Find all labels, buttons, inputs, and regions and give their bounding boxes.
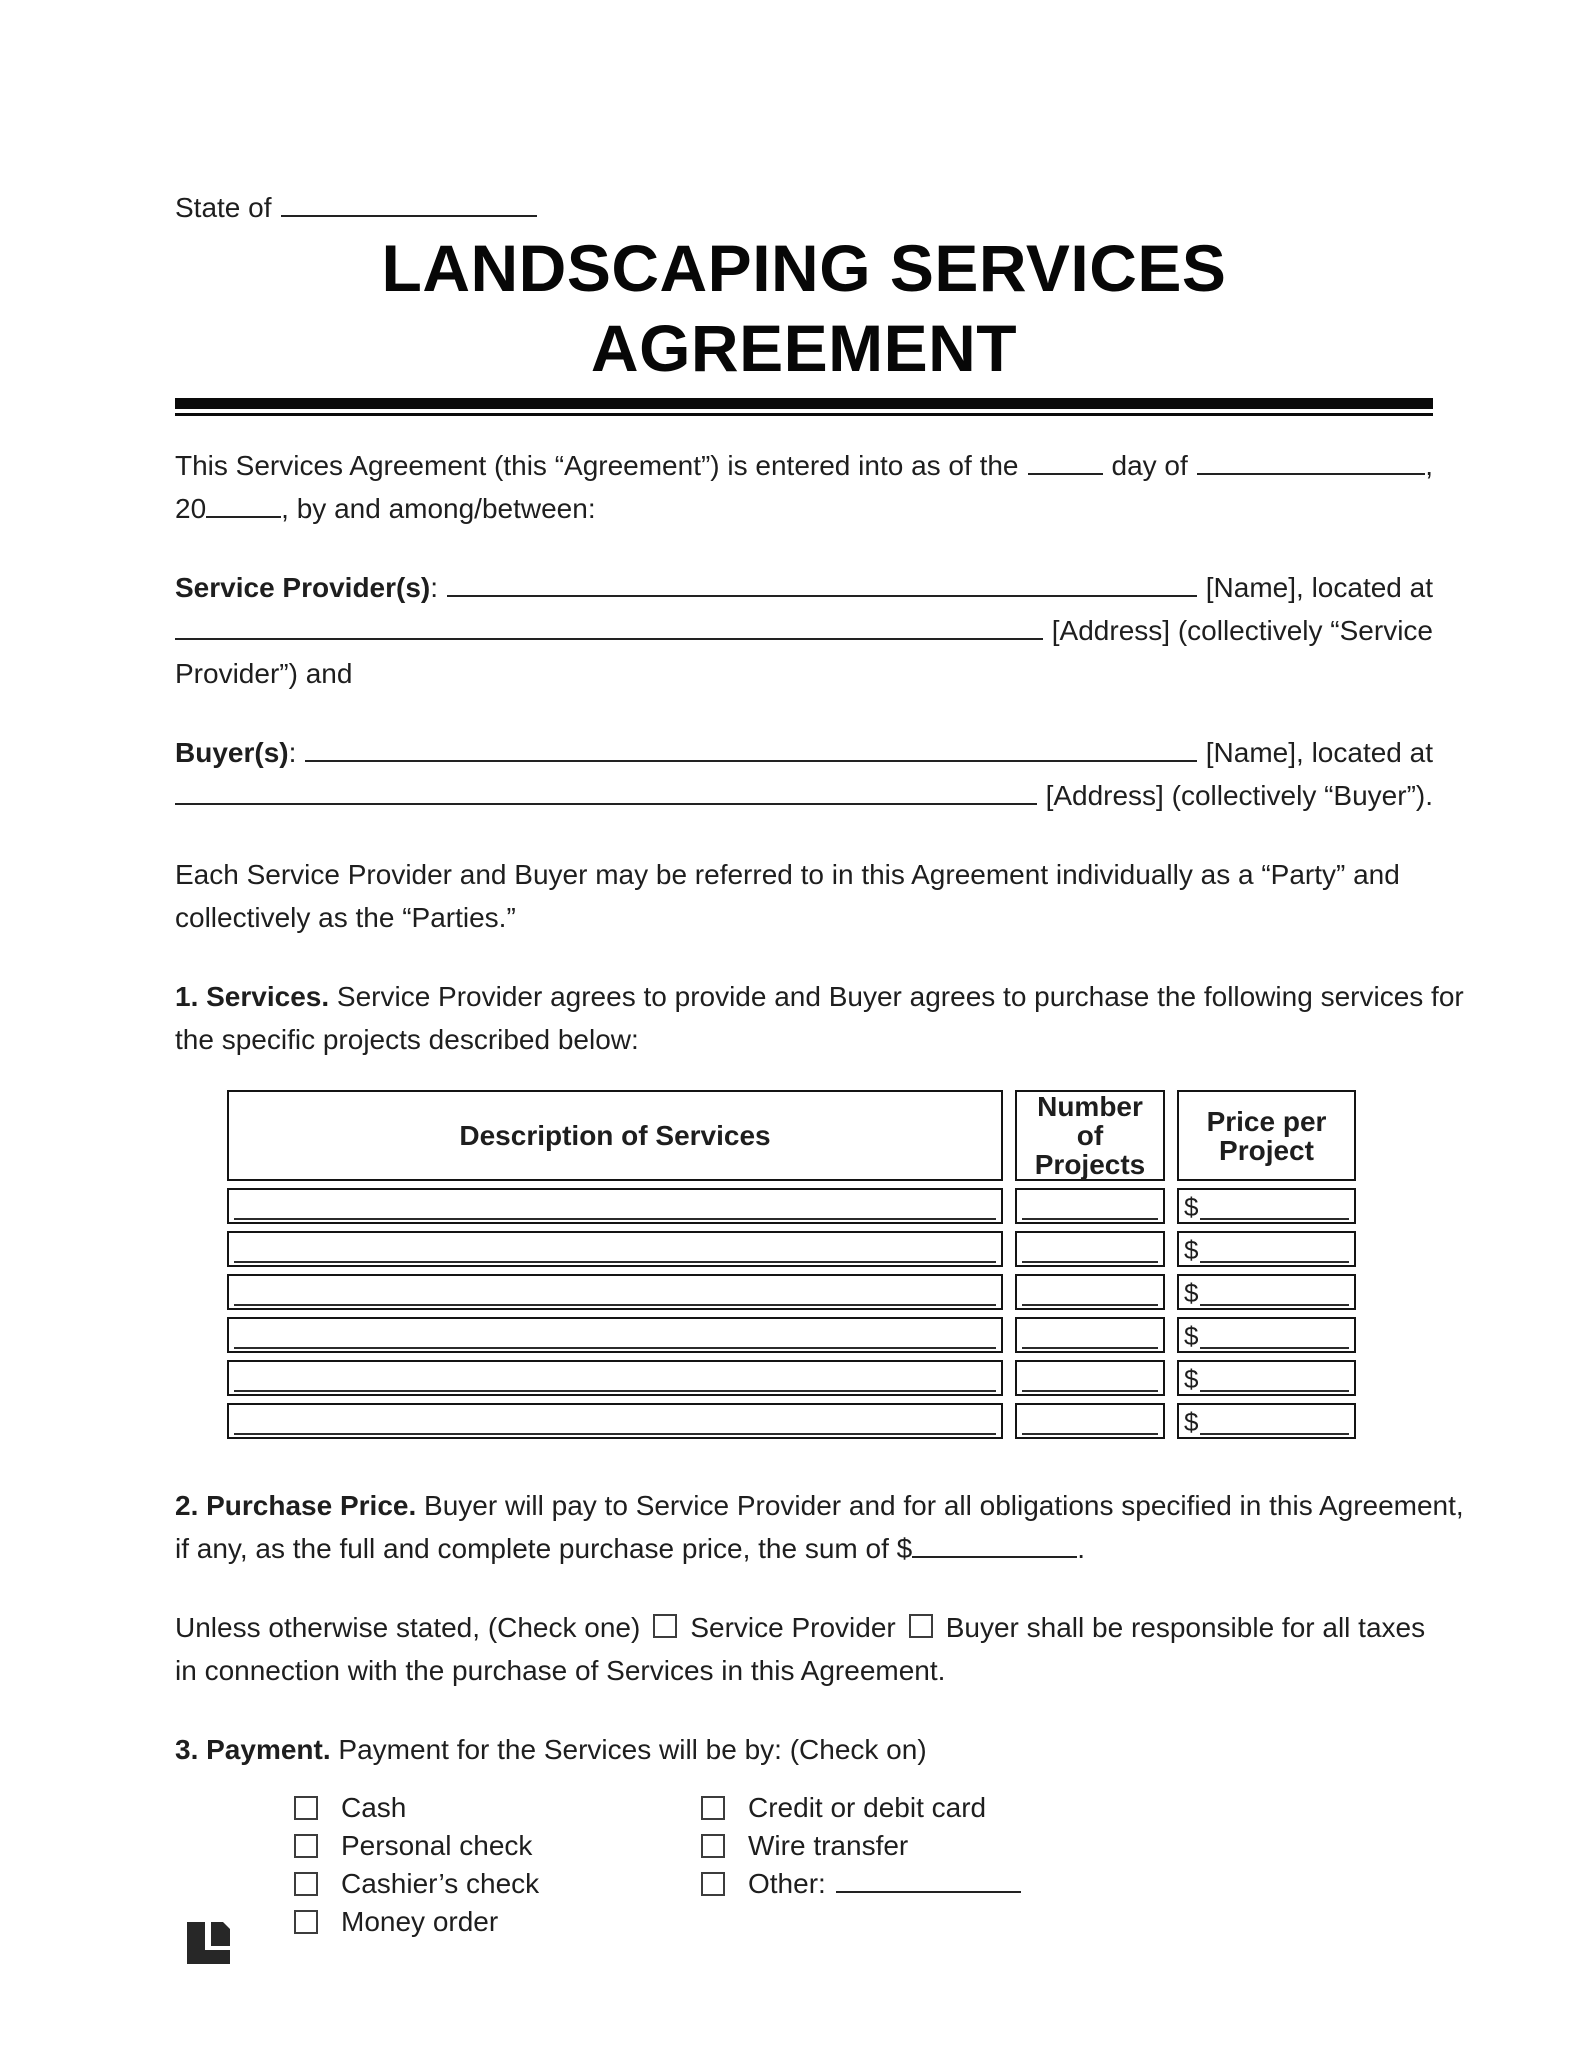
state-blank[interactable] xyxy=(281,213,537,217)
checkbox-icon[interactable] xyxy=(294,1872,318,1896)
document-title xyxy=(175,228,1433,388)
price-blank[interactable] xyxy=(1200,1280,1349,1306)
payment-option-label: Money order xyxy=(341,1906,499,1937)
col-header-description: Description of Services xyxy=(227,1090,1003,1181)
payment-text: Payment for the Services will be by: (Check on) xyxy=(338,1734,927,1765)
taxes-line-2: in connection with the purchase of Services in this Agreement. xyxy=(175,1655,946,1686)
intro-text-1: This Services Agreement (this “Agreement”) is entered into as of the xyxy=(175,450,1019,481)
purchase-sum-blank[interactable] xyxy=(912,1554,1077,1558)
col-header-price-per-project: Price per Project xyxy=(1177,1090,1356,1181)
payment-option-credit-or-debit-card[interactable] xyxy=(701,1789,1021,1827)
service-row xyxy=(227,1231,1356,1267)
taxes-option-buyer: Buyer shall be responsible for all taxes xyxy=(945,1612,1426,1643)
service-projects-cell[interactable] xyxy=(1015,1317,1165,1353)
payment-option-personal-check[interactable] xyxy=(294,1827,701,1865)
services-table xyxy=(215,1083,1368,1446)
taxes-paragraph xyxy=(175,1606,1433,1692)
intro-text-4: , by and among/between: xyxy=(281,493,596,524)
buyer-name-suffix: [Name], located at xyxy=(1205,737,1433,768)
checkbox-icon[interactable] xyxy=(701,1834,725,1858)
projects-blank[interactable] xyxy=(1022,1409,1158,1435)
dollar-sign: $ xyxy=(1184,1364,1199,1394)
payment-options xyxy=(294,1789,1433,1941)
title-divider xyxy=(175,398,1433,416)
price-blank[interactable] xyxy=(1200,1366,1349,1392)
service-provider-colon: : xyxy=(430,572,439,603)
service-provider-name-blank[interactable] xyxy=(447,593,1197,597)
checkbox-icon[interactable] xyxy=(701,1872,725,1896)
payment-option-cash[interactable] xyxy=(294,1789,701,1827)
buyer-address-blank[interactable] xyxy=(175,801,1037,805)
service-price-cell[interactable] xyxy=(1177,1231,1356,1267)
payment-option-label: Credit or debit card xyxy=(748,1792,987,1823)
payment-line xyxy=(175,1728,1433,1771)
taxes-text-1: Unless otherwise stated, (Check one) xyxy=(175,1612,641,1643)
service-row xyxy=(227,1403,1356,1439)
year-blank[interactable] xyxy=(206,514,281,518)
state-of-label: State of xyxy=(175,192,272,223)
service-description-cell[interactable] xyxy=(227,1317,1003,1353)
description-blank[interactable] xyxy=(234,1280,996,1306)
buyer-name-line xyxy=(175,731,1433,774)
service-row xyxy=(227,1360,1356,1396)
payment-section xyxy=(175,1728,1433,1771)
description-blank[interactable] xyxy=(234,1409,996,1435)
intro-text-3: , xyxy=(1425,450,1433,481)
projects-blank[interactable] xyxy=(1022,1194,1158,1220)
buyer-block xyxy=(175,731,1433,817)
divider-thick-bar xyxy=(175,398,1433,409)
checkbox-icon[interactable] xyxy=(294,1834,318,1858)
title-line-2: AGREEMENT xyxy=(590,311,1018,385)
payment-option-other[interactable] xyxy=(701,1865,1021,1903)
service-price-cell[interactable] xyxy=(1177,1188,1356,1224)
taxes-line-1 xyxy=(175,1606,1433,1649)
dollar-sign: $ xyxy=(1184,1407,1199,1437)
checkbox-buyer[interactable] xyxy=(909,1614,933,1638)
service-projects-cell[interactable] xyxy=(1015,1231,1165,1267)
intro-year-prefix: 20 xyxy=(175,493,207,524)
service-provider-tail: Provider”) and xyxy=(175,658,353,689)
checkbox-icon[interactable] xyxy=(701,1796,725,1820)
price-blank[interactable] xyxy=(1200,1323,1349,1349)
buyer-name-blank[interactable] xyxy=(305,758,1196,762)
service-projects-cell[interactable] xyxy=(1015,1188,1165,1224)
projects-blank[interactable] xyxy=(1022,1366,1158,1392)
payment-option-wire-transfer[interactable] xyxy=(701,1827,1021,1865)
purchase-line-1 xyxy=(175,1484,1464,1527)
service-description-cell[interactable] xyxy=(227,1403,1003,1439)
payment-option-label: Wire transfer xyxy=(748,1830,909,1861)
month-blank[interactable] xyxy=(1197,471,1425,475)
service-row xyxy=(227,1274,1356,1310)
parties-line-2: collectively as the “Parties.” xyxy=(175,902,516,933)
state-of-line xyxy=(175,192,1433,224)
payment-option-label: Personal check xyxy=(341,1830,533,1861)
purchase-period: . xyxy=(1077,1533,1086,1564)
price-blank[interactable] xyxy=(1200,1409,1349,1435)
purchase-dollar-sign: $ xyxy=(896,1533,913,1564)
service-provider-label: Service Provider(s) xyxy=(175,572,431,603)
service-provider-name-suffix: [Name], located at xyxy=(1205,572,1433,603)
buyer-address-line xyxy=(175,774,1433,817)
services-line-1 xyxy=(175,975,1464,1018)
service-description-cell[interactable] xyxy=(227,1231,1003,1267)
col-header-number-of-projects: Number of Projects xyxy=(1015,1090,1165,1181)
buyer-label: Buyer(s) xyxy=(175,737,289,768)
parties-line-1: Each Service Provider and Buyer may be referred to in this Agreement individually as a “Party” and xyxy=(175,859,1400,890)
divider-thin-bar xyxy=(175,413,1433,416)
service-description-cell[interactable] xyxy=(227,1274,1003,1310)
service-price-cell[interactable] xyxy=(1177,1317,1356,1353)
payment-option-label: Cash xyxy=(341,1792,407,1823)
service-description-cell[interactable] xyxy=(227,1360,1003,1396)
service-provider-address-line xyxy=(175,609,1433,652)
projects-blank[interactable] xyxy=(1022,1237,1158,1263)
parties-paragraph xyxy=(175,853,1433,939)
payment-options-left-column xyxy=(294,1789,701,1941)
description-blank[interactable] xyxy=(234,1194,996,1220)
payment-option-money-order[interactable] xyxy=(294,1903,701,1941)
service-row xyxy=(227,1317,1356,1353)
purchase-line-2 xyxy=(175,1527,1433,1570)
payment-options-right-column xyxy=(701,1789,1021,1941)
purchase-heading: 2. Purchase Price. xyxy=(175,1490,417,1521)
dollar-sign: $ xyxy=(1184,1235,1199,1265)
dollar-sign: $ xyxy=(1184,1321,1199,1351)
services-heading: 1. Services. xyxy=(175,981,330,1012)
description-blank[interactable] xyxy=(234,1323,996,1349)
services-text: Service Provider agrees to provide and Buyer agrees to purchase the following services for xyxy=(336,981,1464,1012)
service-price-cell[interactable] xyxy=(1177,1403,1356,1439)
service-row xyxy=(227,1188,1356,1224)
checkbox-icon[interactable] xyxy=(294,1910,318,1934)
service-price-cell[interactable] xyxy=(1177,1360,1356,1396)
buyer-colon: : xyxy=(288,737,297,768)
projects-blank[interactable] xyxy=(1022,1280,1158,1306)
day-blank[interactable] xyxy=(1028,471,1103,475)
taxes-option-service-provider: Service Provider xyxy=(690,1612,896,1643)
dollar-sign: $ xyxy=(1184,1278,1199,1308)
payment-option-label: Cashier’s check xyxy=(341,1868,540,1899)
intro-line-1 xyxy=(175,444,1433,487)
purchase-text-2: if any, as the full and complete purchase price, the sum of xyxy=(175,1533,889,1564)
service-projects-cell[interactable] xyxy=(1015,1274,1165,1310)
dollar-sign: $ xyxy=(1184,1192,1199,1222)
description-blank[interactable] xyxy=(234,1366,996,1392)
payment-option-label: Other: xyxy=(748,1868,826,1899)
price-blank[interactable] xyxy=(1200,1194,1349,1220)
checkbox-service-provider[interactable] xyxy=(653,1614,677,1638)
service-provider-block xyxy=(175,566,1433,695)
intro-line-2 xyxy=(175,487,1433,530)
intro-text-2: day of xyxy=(1111,450,1188,481)
service-provider-name-line xyxy=(175,566,1433,609)
services-line-2: the specific projects described below: xyxy=(175,1024,639,1055)
intro-paragraph xyxy=(175,444,1433,530)
buyer-address-suffix: [Address] (collectively “Buyer”). xyxy=(1045,780,1433,811)
service-projects-cell[interactable] xyxy=(1015,1360,1165,1396)
services-table-header-row xyxy=(227,1090,1356,1181)
service-description-cell[interactable] xyxy=(227,1188,1003,1224)
price-blank[interactable] xyxy=(1200,1237,1349,1263)
projects-blank[interactable] xyxy=(1022,1323,1158,1349)
checkbox-icon[interactable] xyxy=(294,1796,318,1820)
service-price-cell[interactable] xyxy=(1177,1274,1356,1310)
payment-option-cashiers-check[interactable] xyxy=(294,1865,701,1903)
purchase-text-1: Buyer will pay to Service Provider and for all obligations specified in this Agreement, xyxy=(424,1490,1464,1521)
services-section xyxy=(175,975,1464,1061)
service-provider-address-blank[interactable] xyxy=(175,636,1043,640)
payment-heading: 3. Payment. xyxy=(175,1734,331,1765)
legal-templates-logo xyxy=(187,1922,230,1964)
description-blank[interactable] xyxy=(234,1237,996,1263)
service-provider-address-suffix: [Address] (collectively “Service xyxy=(1051,615,1433,646)
title-line-1: LANDSCAPING SERVICES xyxy=(381,231,1227,305)
purchase-price-section xyxy=(175,1484,1464,1570)
service-projects-cell[interactable] xyxy=(1015,1403,1165,1439)
other-blank[interactable] xyxy=(836,1889,1021,1893)
